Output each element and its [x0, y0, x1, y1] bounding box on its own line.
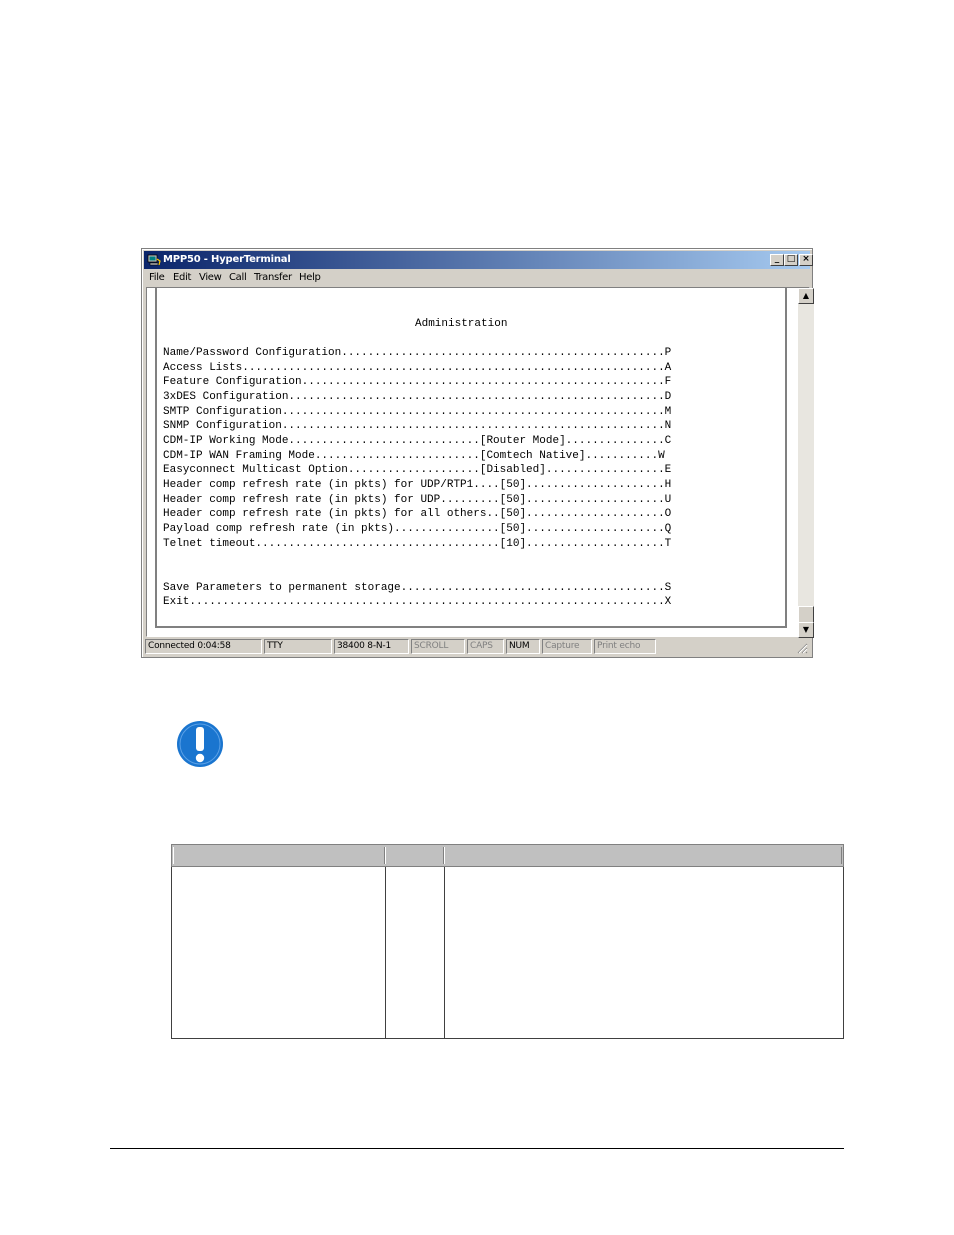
parameter-table [171, 844, 844, 1039]
terminal-line: Payload comp refresh rate (in pkts)................[50].....................Q [163, 523, 672, 535]
table-row [171, 1010, 844, 1039]
resize-grip-icon[interactable] [796, 642, 808, 654]
status-port: 38400 8-N-1 [334, 639, 409, 654]
terminal-line: SMTP Configuration..........................................................M [163, 406, 672, 418]
terminal-line: Name/Password Configuration.................................................P [163, 347, 672, 359]
terminal-line: SNMP Configuration..........................................................N [163, 420, 672, 432]
minimize-button[interactable] [770, 254, 784, 266]
status-num: NUM [506, 639, 540, 654]
exclamation-circle-icon [176, 720, 224, 768]
menu-call[interactable]: Call [229, 272, 247, 283]
terminal-line: Header comp refresh rate (in pkts) for all others..[50].....................O [163, 508, 672, 520]
minimize-icon: _ [774, 254, 780, 264]
status-connected: Connected 0:04:58 [145, 639, 262, 654]
terminal-line: Telnet timeout.....................................[10].....................T [163, 538, 672, 550]
terminal-line: Feature Configuration.......................................................F [163, 376, 672, 388]
status-capture: Capture [542, 639, 592, 654]
terminal-line: Save Parameters to permanent storage........................................S [163, 582, 672, 594]
window-title: MPP50 - HyperTerminal [163, 254, 291, 265]
status-bar [144, 638, 810, 656]
menu-edit[interactable]: Edit [173, 272, 192, 283]
table-header [171, 844, 844, 867]
table-row [171, 867, 844, 949]
footer-rule [110, 1148, 844, 1149]
hyperterminal-icon [147, 253, 161, 267]
menu-view[interactable]: View [199, 272, 222, 283]
close-button[interactable] [799, 254, 813, 266]
arrow-up-icon: ▲ [802, 291, 810, 300]
hyperterminal-window [141, 248, 813, 658]
terminal-line: Access Lists................................................................A [163, 362, 672, 374]
terminal-line: Exit........................................................................X [163, 596, 672, 608]
terminal-area[interactable] [146, 287, 810, 637]
terminal-line: Header comp refresh rate (in pkts) for UDP/RTP1....[50].....................H [163, 479, 672, 491]
status-scroll: SCROLL [411, 639, 465, 654]
title-bar[interactable] [144, 251, 810, 269]
status-print-echo: Print echo [594, 639, 656, 654]
menu-file[interactable]: File [149, 272, 165, 283]
menu-transfer[interactable]: Transfer [254, 272, 292, 283]
terminal-line: Header comp refresh rate (in pkts) for UDP.........[50].....................U [163, 494, 672, 506]
menu-heading: Administration [415, 318, 508, 330]
terminal-line: 3xDES Configuration.........................................................D [163, 391, 672, 403]
table-row [171, 948, 844, 1011]
menu-help[interactable]: Help [299, 272, 321, 283]
vertical-scrollbar[interactable] [798, 288, 814, 636]
terminal-line: CDM-IP WAN Framing Mode.........................[Comtech Native]...........W [163, 450, 665, 462]
close-icon: × [802, 254, 810, 264]
status-emulation: TTY [264, 639, 332, 654]
terminal-line: Easyconnect Multicast Option....................[Disabled]..................E [163, 464, 672, 476]
scroll-up-button[interactable] [798, 288, 814, 304]
status-caps: CAPS [467, 639, 504, 654]
terminal-line: CDM-IP Working Mode.............................[Router Mode]...............C [163, 435, 672, 447]
maximize-icon: □ [786, 254, 796, 264]
terminal-screen[interactable] [155, 288, 787, 628]
menu-bar [144, 270, 810, 286]
scroll-down-button[interactable] [798, 622, 814, 638]
arrow-down-icon: ▼ [802, 625, 810, 634]
maximize-button[interactable] [784, 254, 798, 266]
